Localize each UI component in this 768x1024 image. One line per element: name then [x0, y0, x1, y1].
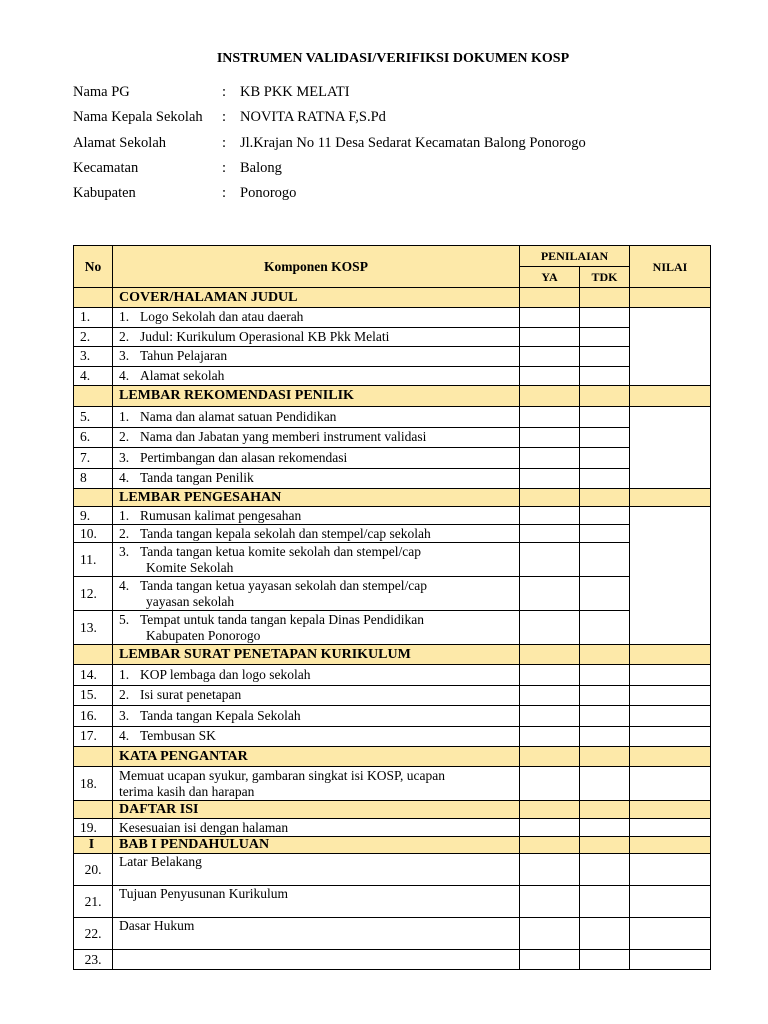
- header-no: No: [74, 246, 113, 288]
- section-row: [74, 386, 711, 407]
- row-no: 19.: [74, 819, 113, 837]
- tdk-cell[interactable]: [580, 308, 630, 328]
- item-number: 3.: [119, 449, 130, 465]
- item-text: Tahun Pelajaran: [140, 348, 228, 364]
- item-text-cont: Kabupaten Ponorogo: [146, 627, 261, 643]
- section-row: [74, 837, 711, 854]
- tdk-cell[interactable]: [580, 577, 630, 611]
- ya-cell: [520, 747, 580, 767]
- tdk-cell: [580, 645, 630, 665]
- ya-cell[interactable]: [520, 308, 580, 328]
- item-number: 3.: [119, 543, 130, 559]
- ya-cell: [520, 489, 580, 507]
- row-no: 6.: [74, 427, 113, 448]
- item-number: 3.: [119, 707, 130, 723]
- nilai-cell: [630, 386, 711, 407]
- row-no: 15.: [74, 685, 113, 706]
- nilai-cell[interactable]: [630, 665, 711, 686]
- tdk-cell[interactable]: [580, 327, 630, 347]
- tdk-cell[interactable]: [580, 347, 630, 367]
- tdk-cell[interactable]: [580, 706, 630, 727]
- item-text: Memuat ucapan syukur, gambaran singkat isi KOSP, ucapan: [119, 767, 446, 783]
- item-number: 2.: [119, 525, 130, 541]
- ya-cell[interactable]: [520, 525, 580, 543]
- tdk-cell[interactable]: [580, 427, 630, 448]
- item-text: Tanda tangan ketua komite sekolah dan stempel/cap: [140, 543, 421, 559]
- tdk-cell: [580, 747, 630, 767]
- item-number: 4.: [119, 577, 130, 593]
- item-text: Tanda tangan kepala sekolah dan stempel/cap sekolah: [140, 525, 431, 541]
- ya-cell: [520, 801, 580, 819]
- row-component: [113, 918, 520, 950]
- nilai-cell[interactable]: [630, 726, 711, 747]
- row-component: [113, 950, 520, 970]
- ya-cell[interactable]: [520, 767, 580, 801]
- item-text: Tanda tangan Kepala Sekolah: [140, 707, 301, 723]
- nilai-cell[interactable]: [630, 950, 711, 970]
- section-no: [74, 288, 113, 308]
- tdk-cell[interactable]: [580, 950, 630, 970]
- info-value: KB PKK MELATI: [240, 84, 350, 100]
- row-component: [113, 611, 520, 645]
- table-row: [74, 366, 711, 386]
- tdk-cell: [580, 386, 630, 407]
- info-colon: :: [222, 185, 227, 202]
- row-component: [113, 507, 520, 525]
- nilai-cell[interactable]: [630, 854, 711, 886]
- header-komponen: Komponen KOSP: [113, 246, 520, 288]
- row-component: [113, 525, 520, 543]
- ya-cell[interactable]: [520, 886, 580, 918]
- ya-cell[interactable]: [520, 685, 580, 706]
- ya-cell[interactable]: [520, 665, 580, 686]
- ya-cell[interactable]: [520, 543, 580, 577]
- row-no: 3.: [74, 347, 113, 367]
- section-no: I: [74, 837, 113, 854]
- ya-cell[interactable]: [520, 819, 580, 837]
- table-row: [74, 819, 711, 837]
- row-no: 4.: [74, 366, 113, 386]
- table-row: [74, 611, 711, 645]
- tdk-cell[interactable]: [580, 918, 630, 950]
- tdk-cell[interactable]: [580, 767, 630, 801]
- table-row: [74, 327, 711, 347]
- row-no: 5.: [74, 407, 113, 428]
- info-colon: :: [222, 109, 227, 126]
- section-title: DAFTAR ISI: [113, 801, 520, 819]
- row-component: [113, 819, 520, 837]
- row-component: [113, 327, 520, 347]
- section-no: [74, 645, 113, 665]
- ya-cell[interactable]: [520, 427, 580, 448]
- item-number: 1.: [119, 507, 130, 523]
- item-text: Tempat untuk tanda tangan kepala Dinas Pendidikan: [140, 611, 424, 627]
- row-component: [113, 706, 520, 727]
- item-number: 4.: [119, 470, 130, 486]
- tdk-cell[interactable]: [580, 854, 630, 886]
- tdk-cell: [580, 801, 630, 819]
- table-row: [74, 950, 711, 970]
- row-component: [113, 448, 520, 469]
- item-number: 2.: [119, 328, 130, 344]
- row-component: [113, 468, 520, 489]
- row-component: [113, 427, 520, 448]
- section-title: BAB I PENDAHULUAN: [113, 837, 520, 854]
- item-text: KOP lembaga dan logo sekolah: [140, 666, 311, 682]
- nilai-cell[interactable]: [630, 886, 711, 918]
- row-no: 21.: [74, 886, 113, 918]
- nilai-cell: [630, 747, 711, 767]
- table-row: [74, 854, 711, 886]
- nilai-cell[interactable]: [630, 706, 711, 727]
- section-no: [74, 386, 113, 407]
- item-text: Tujuan Penyusunan Kurikulum: [119, 886, 289, 901]
- nilai-cell: [630, 645, 711, 665]
- info-value: Jl.Krajan No 11 Desa Sedarat Kecamatan Balong Ponorogo: [240, 134, 586, 151]
- ya-cell[interactable]: [520, 347, 580, 367]
- table-row: [74, 427, 711, 448]
- item-text: Tanda tangan Penilik: [140, 470, 254, 486]
- ya-cell[interactable]: [520, 366, 580, 386]
- item-text: Pertimbangan dan alasan rekomendasi: [140, 449, 348, 465]
- ya-cell: [520, 288, 580, 308]
- validation-table: [73, 245, 711, 970]
- info-value: Balong: [240, 159, 282, 176]
- item-text-cont: yayasan sekolah: [146, 593, 235, 609]
- ya-cell[interactable]: [520, 726, 580, 747]
- header-penilaian: PENILAIAN: [520, 246, 630, 267]
- tdk-cell[interactable]: [580, 665, 630, 686]
- table-row: [74, 577, 711, 611]
- tdk-cell[interactable]: [580, 366, 630, 386]
- item-text: Rumusan kalimat pengesahan: [140, 507, 302, 523]
- ya-cell[interactable]: [520, 854, 580, 886]
- ya-cell[interactable]: [520, 918, 580, 950]
- ya-cell[interactable]: [520, 507, 580, 525]
- row-component: [113, 543, 520, 577]
- tdk-cell[interactable]: [580, 726, 630, 747]
- info-label: Nama PG: [73, 84, 130, 100]
- section-no: [74, 489, 113, 507]
- tdk-cell[interactable]: [580, 507, 630, 525]
- info-colon: :: [222, 84, 227, 100]
- table-row: [74, 468, 711, 489]
- table-row: [74, 918, 711, 950]
- item-text: Dasar Hukum: [119, 918, 195, 933]
- tdk-cell[interactable]: [580, 525, 630, 543]
- section-row: [74, 288, 711, 308]
- ya-cell[interactable]: [520, 448, 580, 469]
- section-no: [74, 747, 113, 767]
- row-no: 20.: [74, 854, 113, 886]
- row-no: 22.: [74, 918, 113, 950]
- item-text: Nama dan alamat satuan Pendidikan: [140, 408, 337, 424]
- item-text: Latar Belakang: [119, 854, 202, 869]
- tdk-cell[interactable]: [580, 611, 630, 645]
- section-row: [74, 645, 711, 665]
- tdk-cell: [580, 837, 630, 854]
- table-row: [74, 308, 711, 328]
- table-row: [74, 407, 711, 428]
- table-row: [74, 706, 711, 727]
- item-text: Alamat sekolah: [140, 367, 225, 383]
- row-no: 17.: [74, 726, 113, 747]
- item-number: 4.: [119, 367, 130, 383]
- table-row: [74, 543, 711, 577]
- table-row: [74, 665, 711, 686]
- info-label: Kecamatan: [73, 159, 139, 176]
- row-component: [113, 767, 520, 801]
- ya-cell[interactable]: [520, 327, 580, 347]
- row-no: 12.: [74, 577, 113, 611]
- section-title: LEMBAR SURAT PENETAPAN KURIKULUM: [113, 645, 520, 665]
- section-title: KATA PENGANTAR: [113, 747, 520, 767]
- info-label: Nama Kepala Sekolah: [73, 109, 203, 126]
- header-tdk: TDK: [580, 267, 630, 288]
- row-no: 2.: [74, 327, 113, 347]
- section-no: [74, 801, 113, 819]
- item-text: Judul: Kurikulum Operasional KB Pkk Melati: [140, 328, 390, 344]
- item-text: Isi surat penetapan: [140, 687, 242, 703]
- ya-cell[interactable]: [520, 407, 580, 428]
- nilai-cell[interactable]: [630, 767, 711, 801]
- item-number: 5.: [119, 611, 130, 627]
- row-no: 11.: [74, 543, 113, 577]
- nilai-cell: [630, 489, 711, 507]
- header-ya: YA: [520, 267, 580, 288]
- tdk-cell[interactable]: [580, 886, 630, 918]
- row-component: [113, 665, 520, 686]
- tdk-cell: [580, 288, 630, 308]
- ya-cell[interactable]: [520, 468, 580, 489]
- row-component: [113, 366, 520, 386]
- table-row: [74, 685, 711, 706]
- row-component: [113, 308, 520, 328]
- row-component: [113, 347, 520, 367]
- tdk-cell[interactable]: [580, 448, 630, 469]
- section-title: LEMBAR REKOMENDASI PENILIK: [113, 386, 520, 407]
- tdk-cell[interactable]: [580, 685, 630, 706]
- ya-cell[interactable]: [520, 706, 580, 727]
- tdk-cell[interactable]: [580, 543, 630, 577]
- tdk-cell[interactable]: [580, 407, 630, 428]
- row-no: 14.: [74, 665, 113, 686]
- table-row: [74, 448, 711, 469]
- nilai-cell[interactable]: [630, 685, 711, 706]
- item-number: 1.: [119, 408, 130, 424]
- item-number: 1.: [119, 666, 130, 682]
- nilai-cell[interactable]: [630, 819, 711, 837]
- row-no: 7.: [74, 448, 113, 469]
- row-component: [113, 685, 520, 706]
- item-text: Nama dan Jabatan yang memberi instrument validasi: [140, 429, 427, 445]
- item-number: 3.: [119, 348, 130, 364]
- info-colon: :: [222, 134, 227, 151]
- tdk-cell[interactable]: [580, 819, 630, 837]
- row-no: 13.: [74, 611, 113, 645]
- row-no: 9.: [74, 507, 113, 525]
- row-component: [113, 854, 520, 886]
- table-row: [74, 767, 711, 801]
- section-row: [74, 489, 711, 507]
- section-row: [74, 801, 711, 819]
- ya-cell: [520, 837, 580, 854]
- row-component: [113, 577, 520, 611]
- section-title: LEMBAR PENGESAHAN: [113, 489, 520, 507]
- item-text: Tembusan SK: [140, 728, 216, 744]
- info-value: NOVITA RATNA F,S.Pd: [240, 109, 386, 126]
- item-text: Logo Sekolah dan atau daerah: [140, 309, 304, 325]
- info-label: Kabupaten: [73, 185, 136, 202]
- section-title: COVER/HALAMAN JUDUL: [113, 288, 520, 308]
- nilai-cell[interactable]: [630, 407, 711, 489]
- nilai-cell: [630, 801, 711, 819]
- info-colon: :: [222, 159, 227, 176]
- row-no: 8: [74, 468, 113, 489]
- row-component: [113, 726, 520, 747]
- header-nilai: NILAI: [630, 246, 711, 288]
- item-text-cont: terima kasih dan harapan: [119, 783, 255, 799]
- item-number: 4.: [119, 728, 130, 744]
- info-label: Alamat Sekolah: [73, 134, 167, 151]
- row-no: 23.: [74, 950, 113, 970]
- nilai-cell[interactable]: [630, 507, 711, 645]
- table-row: [74, 507, 711, 525]
- row-no: 1.: [74, 308, 113, 328]
- row-component: [113, 886, 520, 918]
- ya-cell[interactable]: [520, 577, 580, 611]
- item-number: 2.: [119, 687, 130, 703]
- document-title: INSTRUMEN VALIDASI/VERIFIKSI DOKUMEN KOSP: [216, 51, 570, 66]
- item-number: 1.: [119, 309, 130, 325]
- ya-cell[interactable]: [520, 950, 580, 970]
- table-row: [74, 525, 711, 543]
- item-text-cont: Komite Sekolah: [146, 559, 234, 575]
- item-text: Kesesuaian isi dengan halaman: [119, 819, 289, 835]
- nilai-cell[interactable]: [630, 918, 711, 950]
- item-text: Tanda tangan ketua yayasan sekolah dan stempel/cap: [140, 577, 427, 593]
- table-row: [74, 886, 711, 918]
- ya-cell[interactable]: [520, 611, 580, 645]
- nilai-cell: [630, 288, 711, 308]
- ya-cell: [520, 386, 580, 407]
- row-component: [113, 407, 520, 428]
- item-number: 2.: [119, 429, 130, 445]
- table-row: [74, 726, 711, 747]
- row-no: 18.: [74, 767, 113, 801]
- nilai-cell[interactable]: [630, 308, 711, 386]
- row-no: 16.: [74, 706, 113, 727]
- row-no: 10.: [74, 525, 113, 543]
- ya-cell: [520, 645, 580, 665]
- table-row: [74, 347, 711, 367]
- info-value: Ponorogo: [240, 185, 297, 202]
- section-row: [74, 747, 711, 767]
- tdk-cell: [580, 489, 630, 507]
- tdk-cell[interactable]: [580, 468, 630, 489]
- nilai-cell: [630, 837, 711, 854]
